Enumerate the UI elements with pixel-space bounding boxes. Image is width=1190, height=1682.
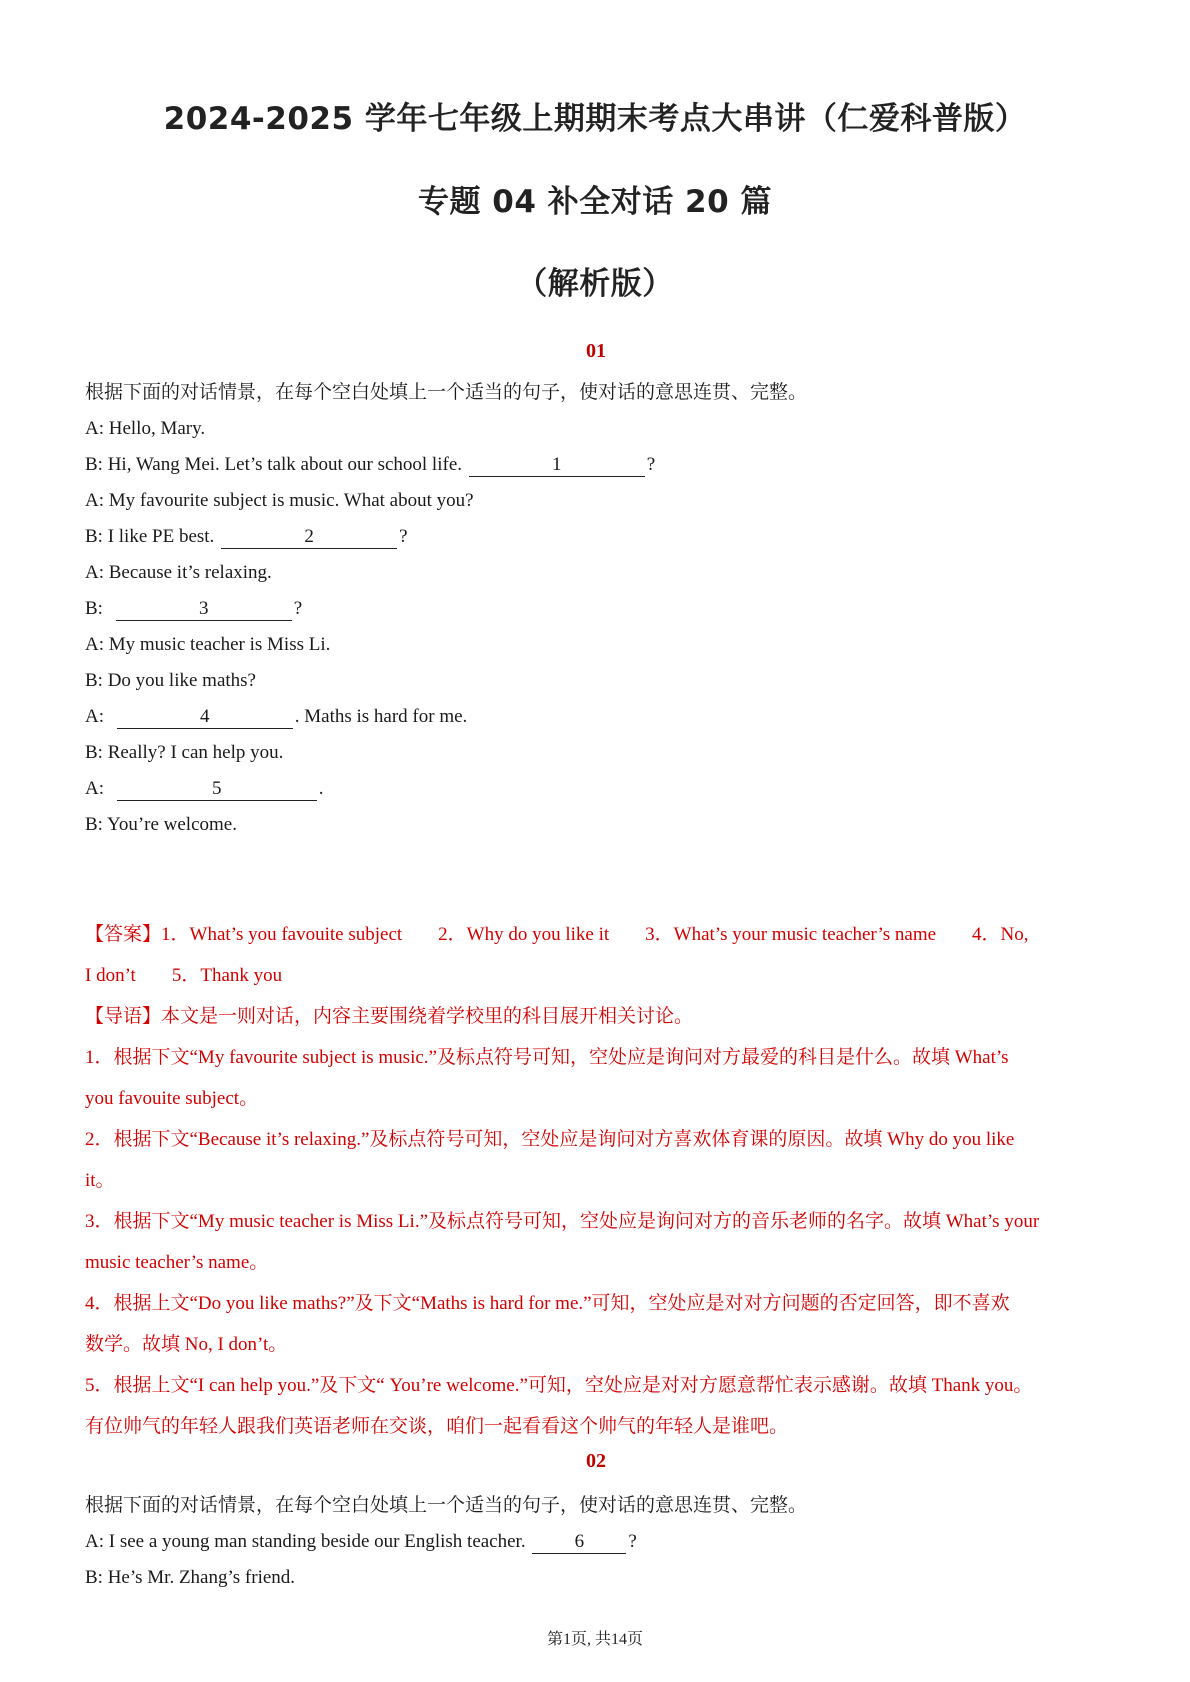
answer-item: 1．What’s you favouite subject	[161, 924, 403, 945]
dialogue-text: B: Hi, Wang Mei. Let’s talk about our school life.	[85, 454, 463, 475]
page-footer: 第1页, 共14页	[546, 1631, 643, 1648]
answer-blank: 3	[116, 598, 292, 621]
dialogue-text: B:	[85, 598, 103, 619]
answer-item: 5．Thank you	[171, 965, 283, 986]
explanation-line: you favouite subject。	[85, 1088, 259, 1109]
answer-item: 4．No,	[972, 924, 1029, 945]
explanation-line: 1．根据下文“My favourite subject is music.”及标点符号可知，空处应是询问对方最爱的科目是什么。故填 What’s	[85, 1047, 1009, 1068]
dialogue-line: B: Really? I can help you.	[85, 742, 284, 763]
dialogue-text: ?	[646, 454, 656, 475]
explanation-line: music teacher’s name。	[85, 1252, 269, 1273]
dialogue-line: A: My music teacher is Miss Li.	[85, 634, 331, 655]
explanation-line: 5．根据上文“I can help you.”及下文“ You’re welcome.”可知，空处应是对对方愿意帮忙表示感谢。故填 Thank you。	[85, 1375, 1033, 1396]
answer-line	[85, 955, 1107, 996]
dialogue-text: B: I like PE best.	[85, 526, 215, 547]
dialogue-line: A: Because it’s relaxing.	[85, 562, 272, 583]
dialogue-line: A: Hello, Mary.	[85, 418, 206, 439]
section-number: 02	[586, 1450, 606, 1472]
dialogue-line	[85, 1524, 1107, 1560]
answer-item: 2．Why do you like it	[438, 924, 610, 945]
document-title: 2024-2025 学年七年级上期期末考点大串讲（仁爱科普版）	[163, 101, 1027, 137]
section-02	[85, 1450, 1107, 1473]
answer-explanation	[85, 914, 1107, 1447]
dialogue-text: ?	[293, 598, 303, 619]
dialogue-line	[85, 447, 1107, 483]
dialogue-text: ?	[628, 1531, 637, 1552]
dialogue-text: . Maths is hard for me.	[294, 706, 468, 727]
answer-label: 【答案】	[85, 924, 162, 945]
section-02-body	[85, 1488, 1107, 1596]
dialogue-text: A:	[85, 778, 104, 799]
dialogue-line: A: My favourite subject is music. What about you?	[85, 490, 474, 511]
section-number: 01	[586, 340, 606, 362]
answer-blank: 5	[117, 778, 317, 801]
guide-text: 本文是一则对话，内容主要围绕着学校里的科目展开相关讨论。	[161, 1006, 694, 1027]
answer-blank: 1	[469, 454, 645, 477]
explanation-line: 有位帅气的年轻人跟我们英语老师在交谈，咱们一起看看这个帅气的年轻人是谁吧。	[85, 1416, 789, 1437]
dialogue-text: .	[318, 778, 324, 799]
dialogue-line	[85, 699, 1107, 735]
section-01	[85, 340, 1107, 363]
answer-blank: 6	[532, 1531, 626, 1554]
dialogue-line	[85, 771, 1107, 807]
guide-label: 【导语】	[85, 1006, 162, 1027]
answer-blank: 2	[221, 526, 397, 549]
answer-line	[85, 914, 1107, 955]
instruction: 根据下面的对话情景，在每个空白处填上一个适当的句子，使对话的意思连贯、完整。	[85, 1495, 808, 1516]
instruction: 根据下面的对话情景，在每个空白处填上一个适当的句子，使对话的意思连贯、完整。	[85, 382, 808, 403]
dialogue-text: A:	[85, 706, 104, 727]
edition-label: （解析版）	[516, 266, 674, 302]
explanation-line: 2．根据下文“Because it’s relaxing.”及标点符号可知，空处应是询问对方喜欢体育课的原因。故填 Why do you like	[85, 1129, 1015, 1150]
explanation-line: 3．根据下文“My music teacher is Miss Li.”及标点符号可知，空处应是询问对方的音乐老师的名字。故填 What’s your	[85, 1211, 1040, 1232]
topic-title: 专题 04 补全对话 20 篇	[418, 184, 772, 220]
dialogue-line: B: Do you like maths?	[85, 670, 256, 691]
guide-line	[85, 996, 1107, 1037]
answer-blank: 4	[117, 706, 293, 729]
dialogue-line	[85, 519, 1107, 555]
dialogue-line: B: You’re welcome.	[85, 814, 237, 835]
dialogue-line: B: He’s Mr. Zhang’s friend.	[85, 1567, 296, 1588]
answer-item: 3．What’s your music teacher’s name	[645, 924, 937, 945]
explanation-line: it。	[85, 1170, 115, 1191]
answer-item: I don’t	[85, 965, 136, 986]
dialogue-text: A: I see a young man standing beside our English teacher.	[85, 1531, 526, 1552]
explanation-line: 数学。故填 No, I don’t。	[85, 1334, 288, 1355]
explanation-line: 4．根据上文“Do you like maths?”及下文“Maths is hard for me.”可知，空处应是对对方问题的否定回答，即不喜欢	[85, 1293, 1010, 1314]
dialogue-line	[85, 591, 1107, 627]
section-01-body	[85, 375, 1107, 843]
dialogue-text: ?	[399, 526, 408, 547]
